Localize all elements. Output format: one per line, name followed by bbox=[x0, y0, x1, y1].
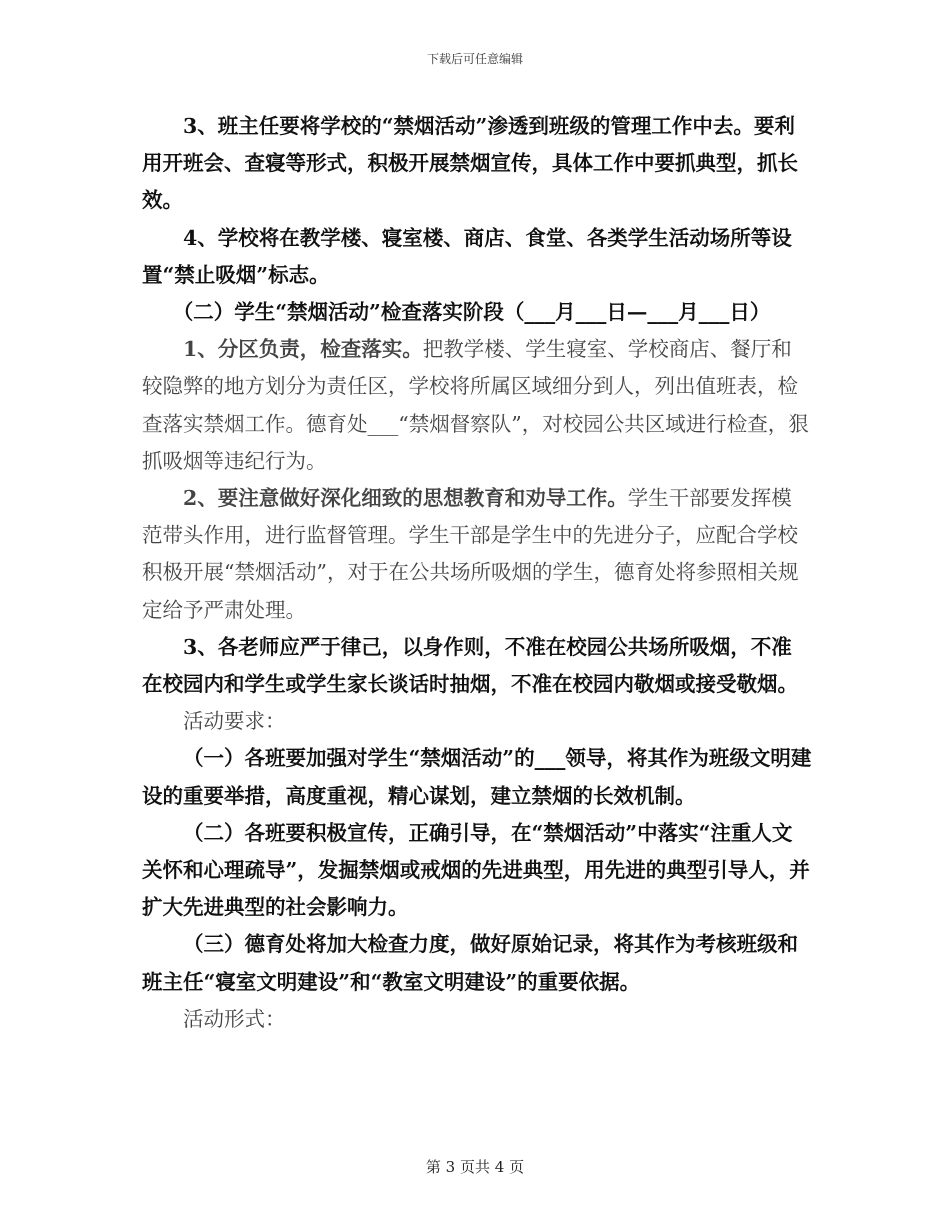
zone-responsibility-body: 把教学楼、学生寝室、学校商店、餐厅和较隐弊的地方划分为责任区，学校将所属区域细分到人，列出值班表，检查落实禁烟工作。德育处___“禁烟督察队”，对校园公共区域进行检查，狠抓吸烟等违纪行为。 bbox=[142, 337, 809, 473]
page-footer: 第 3 页共 4 页 bbox=[425, 1158, 525, 1176]
zone-responsibility-lead: 1、分区负责，检查落实。 bbox=[183, 337, 423, 362]
paragraph-zone-responsibility bbox=[142, 331, 812, 480]
education-persuasion-body: 学生干部要发挥模范带头作用，进行监督管理。学生干部是学生中的先进分子，应配合学校积极开展“禁烟活动”，对于在公共场所吸烟的学生，德育处将参照相关规定给予严肃处理。 bbox=[142, 486, 799, 622]
document-body bbox=[142, 108, 812, 1038]
education-persuasion-lead: 2、要注意做好深化细致的思想教育和劝导工作。 bbox=[183, 486, 628, 511]
page-header: 下载后可任意编辑 bbox=[426, 52, 523, 66]
activity-requirements-heading: 活动要求： bbox=[183, 709, 286, 734]
paragraph-stage-two-heading: （二）学生“禁烟活动”检查落实阶段（___月___日—___月___日） bbox=[172, 300, 771, 325]
requirement-two: （二）各班要积极宣传，正确引导，在“禁烟活动”中落实“注重人文关怀和心理疏导”，发掘禁烟或戒烟的先进典型，用先进的典型引导人，并扩大先进典型的社会影响力。 bbox=[142, 820, 810, 920]
requirement-three: （三）德育处将加大检查力度，做好原始记录，将其作为考核班级和班主任“寝室文明建设”和“教室文明建设”的重要依据。 bbox=[142, 932, 798, 994]
activity-forms-heading: 活动形式： bbox=[183, 1006, 286, 1031]
paragraph-teacher-rules: 3、各老师应严于律己，以身作则，不准在校园公共场所吸烟，不准在校园内和学生或学生家长谈话时抽烟，不准在校园内敬烟或接受敬烟。 bbox=[142, 634, 798, 697]
paragraph-no-smoking-signs: 4、学校将在教学楼、寝室楼、商店、食堂、各类学生活动场所等设置“禁止吸烟”标志。 bbox=[142, 225, 792, 287]
requirement-one: （一）各班要加强对学生“禁烟活动”的___领导，将其作为班级文明建设的重要举措，高度重视，精心谋划，建立禁烟的长效机制。 bbox=[142, 746, 812, 808]
paragraph-class-teacher: 3、班主任要将学校的“禁烟活动”渗透到班级的管理工作中去。要利用开班会、查寝等形式，积极开展禁烟宣传，具体工作中要抓典型，抓长效。 bbox=[142, 114, 798, 213]
paragraph-education-persuasion bbox=[142, 480, 812, 629]
